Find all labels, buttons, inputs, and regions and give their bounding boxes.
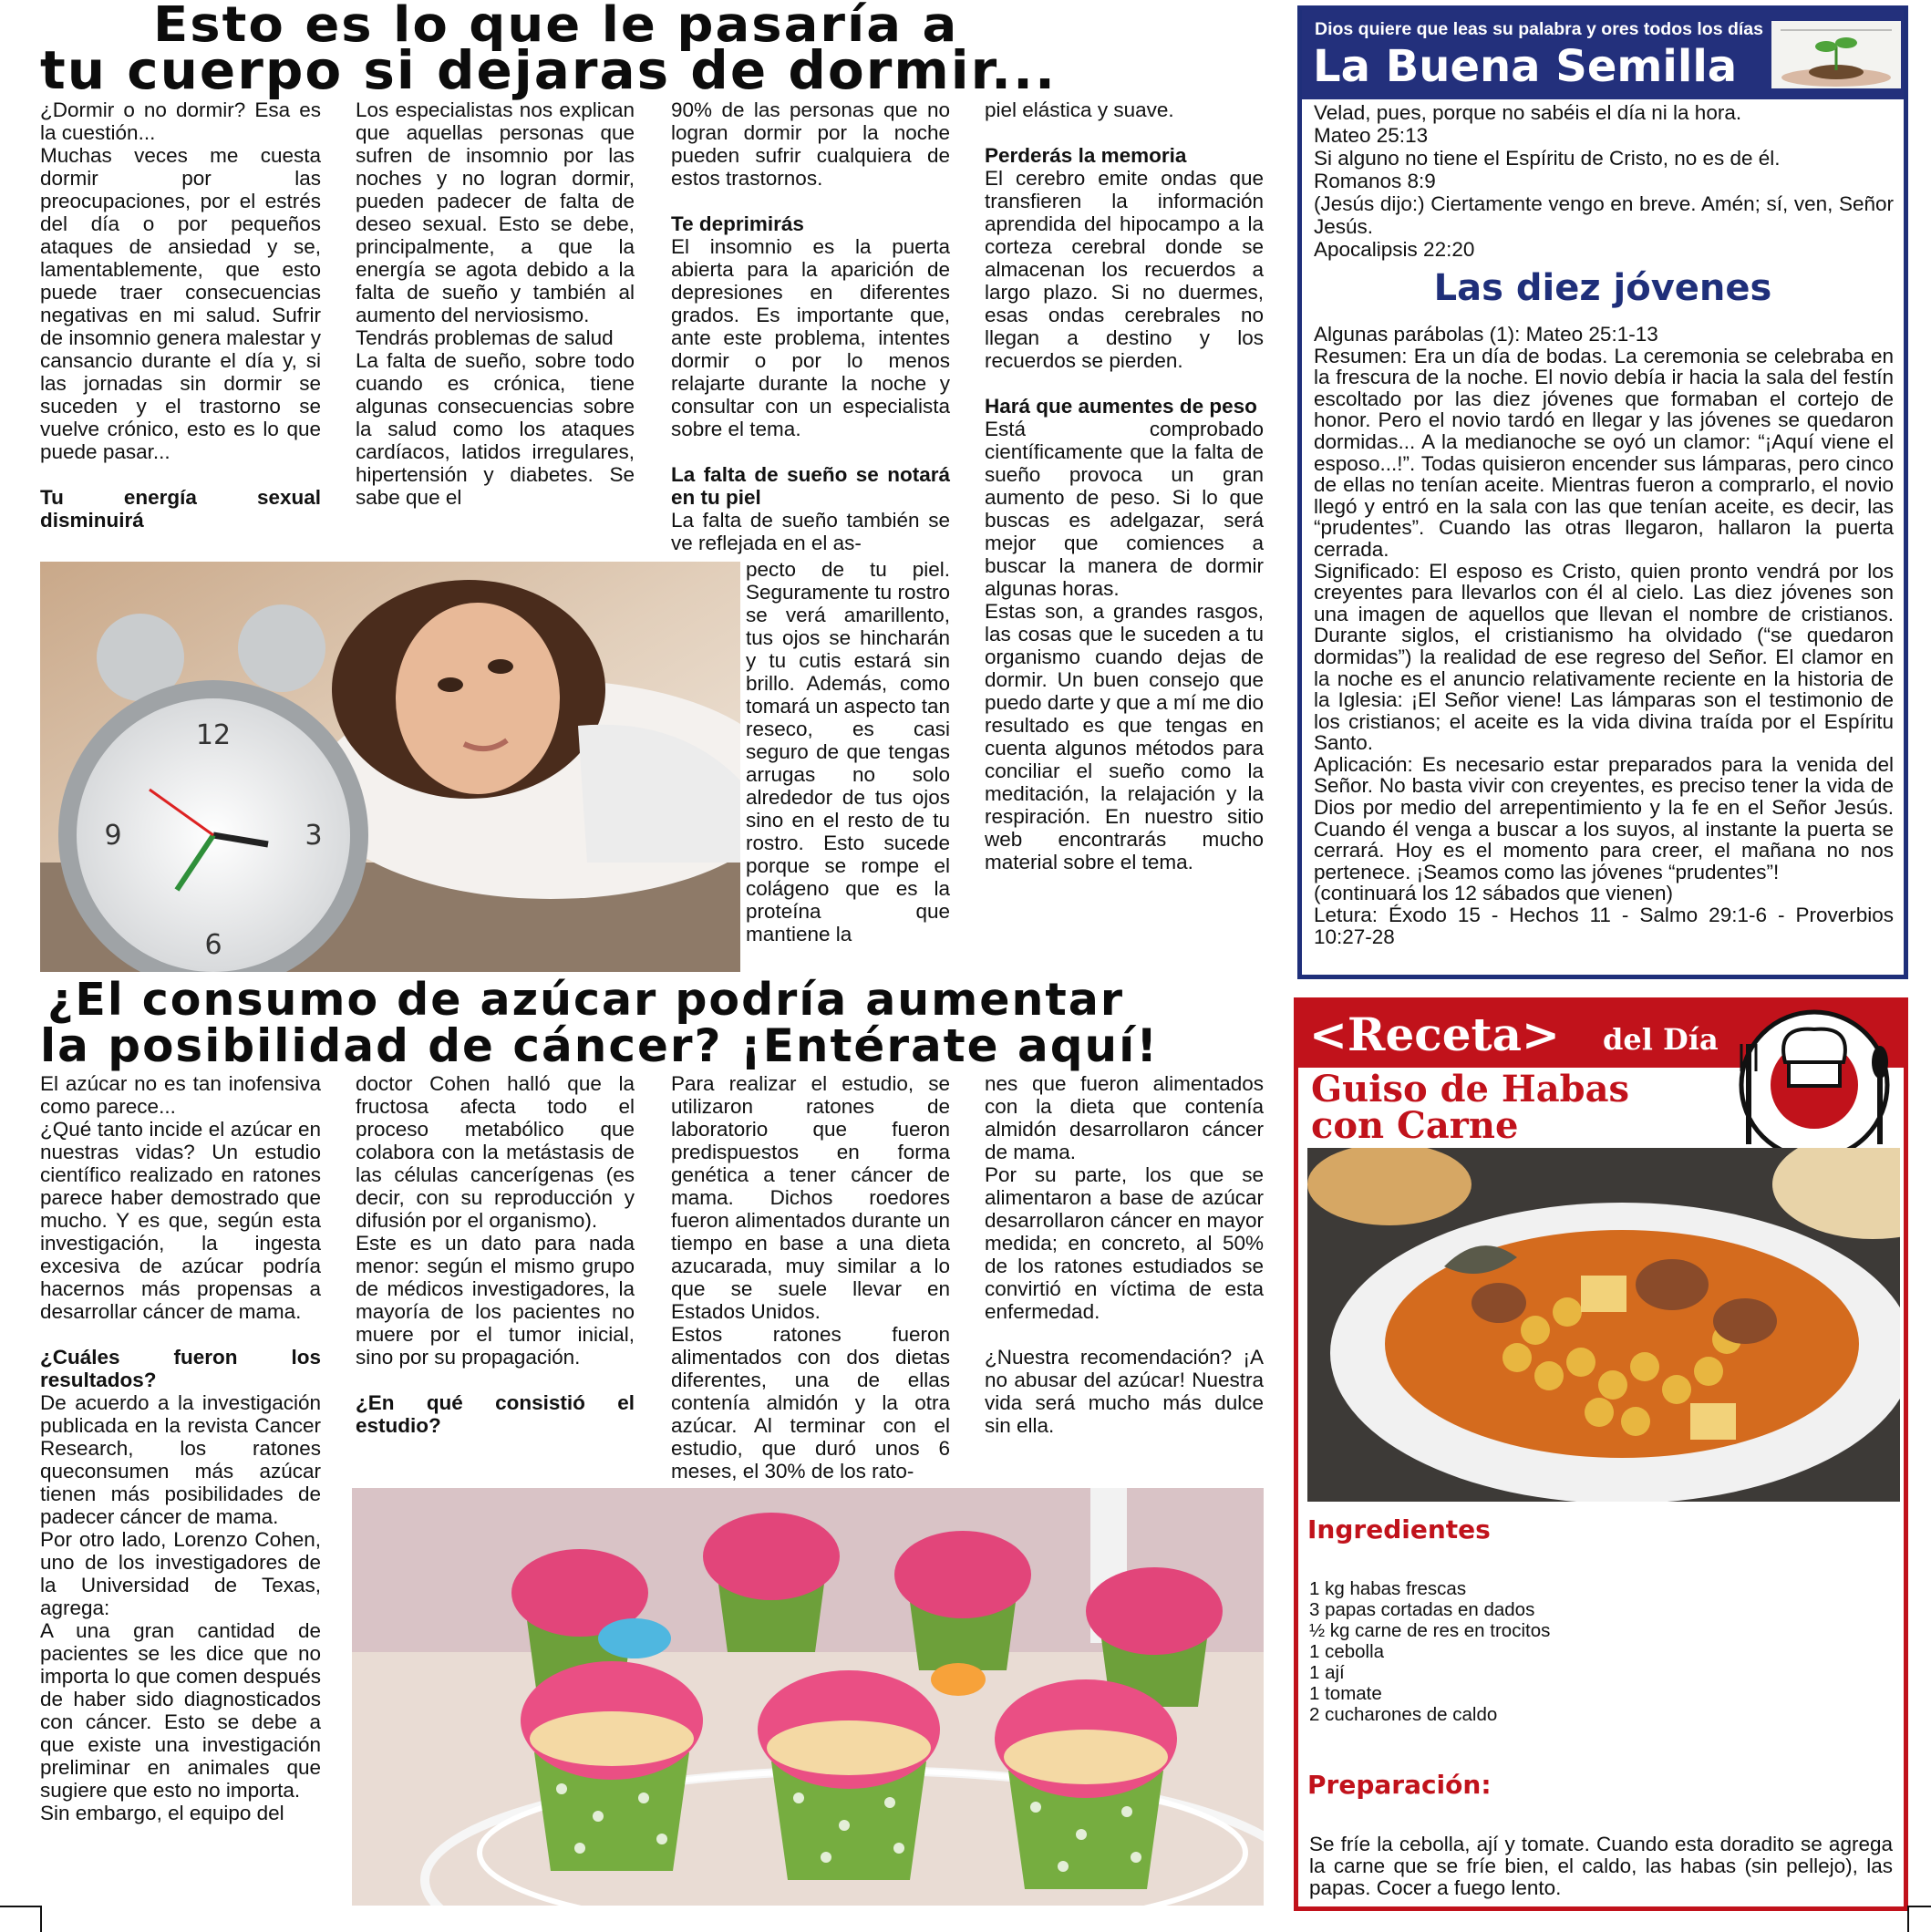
paragraph: Significado: El esposo es Cristo, quien pronto vendrá por los creyentes para llevarlos con él al cielo. Las diez jóvenes son una imagen de aquellos que llevan el nombre de cristianos. Durante siglos, el cristianismo ha olvidado (“se quedaron dormidas”) la realidad de ese regreso del Señor. El clamor en la noche es el anuncio relativamente reciente en la historia de la Iglesia: ¡El Señor viene! Las lámparas son el testimonio de los cristianos; el aceite es la vida divina traída por el Espíritu Santo.: [1314, 559, 1894, 755]
verse-text: Velad, pues, porque no sabéis el día ni la hora.: [1314, 101, 1742, 124]
semilla-verses: [1314, 101, 1894, 261]
paragraph: Por otro lado, Lorenzo Cohen, uno de los investigadores de la Universidad de Texas, agrega:: [40, 1528, 321, 1619]
buena-semilla-box: [1297, 5, 1908, 979]
article1-headline-line1: Esto es lo que le pasaría a: [153, 0, 959, 54]
paragraph: pecto de tu piel. Seguramente tu rostro se verá amarillento, tus ojos se hincharán y tu cutis estará sin brillo. Además, como tomará un aspecto tan reseco, es casi seguro de que tengas arrugas no solo alrededor de tus ojos sino en el resto de tu rostro. Esto sucede porque se rompe el colágeno que es la proteína que mantiene la: [746, 558, 950, 945]
paragraph: De acuerdo a la investigación publicada en la revista Cancer Research, los ratones queconsumen más azúcar tienen más posibilidades de padecer cáncer de mama.: [40, 1391, 321, 1528]
paragraph: El azúcar no es tan inofensiva como parece...: [40, 1072, 321, 1118]
subheading: La falta de sueño se notará en tu piel: [671, 463, 950, 509]
article2-headline-line2: la posibilidad de cáncer? ¡Entérate aquí!: [40, 1019, 1160, 1072]
paragraph: Estas son, a grandes rasgos, las cosas que le suceden a tu organismo cuando dejas de dormir. Un buen consejo que puedo darte y que a mí me dio resultado es que tengas en cuenta algunos métodos para conciliar el sueño como la meditación, la relajación y la respiración. En nuestro sitio web encontrarás mucho material sobre el tema.: [985, 600, 1264, 873]
paragraph: piel elástica y suave.: [985, 98, 1174, 121]
paragraph: 90% de las personas que no logran dormir por la noche pueden sufrir cualquiera de estos trastornos.: [671, 98, 950, 190]
crop-mark: [0, 1906, 40, 1907]
ingredient-item: 3 papas cortadas en dados: [1309, 1599, 1535, 1620]
ingredients-heading: Ingredientes: [1307, 1514, 1491, 1545]
ingredient-item: 1 cebolla: [1309, 1641, 1385, 1662]
paragraph: nes que fueron alimentados con la dieta que contenía almidón desarrollaron cáncer de mama.: [985, 1072, 1264, 1163]
crop-mark: [1909, 1906, 1931, 1907]
paragraph: Algunas parábolas (1): Mateo 25:1-13: [1314, 323, 1658, 346]
paragraph: El cerebro emite ondas que transfieren la información aprendida del hipocampo a la corteza cerebral donde se almacenan los recuerdos a largo plazo. Si no duermes, esas ondas cerebrales no llegan a destino y los recuerdos se pierden.: [985, 167, 1264, 372]
stew-photo: [1307, 1148, 1900, 1502]
semilla-title: La Buena Semilla: [1313, 41, 1738, 92]
paragraph: Los especialistas nos explican que aquellas personas que sufren de insomnio por las noches y no logran dormir, pueden padecer de falta de deseo sexual. Esto se debe, principalmente, a que la energía se agota debido a la falta de sueño y también al aumento del nerviosismo.: [356, 98, 635, 326]
svg-text:6: 6: [204, 929, 222, 961]
ingredient-item: 1 tomate: [1309, 1683, 1382, 1704]
subheading: Te deprimirás: [671, 212, 804, 235]
semilla-heading: Las diez jóvenes: [1433, 267, 1772, 309]
crop-mark: [1907, 1906, 1909, 1932]
subheading: Tu energía sexual disminuirá: [40, 486, 321, 532]
paragraph: doctor Cohen halló que la fructosa afecta todo el proceso metabólico que colabora con la metástasis de las células cancerígenas (es decir, con su reproducción y difusión por el organismo).: [356, 1072, 635, 1232]
paragraph: La falta de sueño, sobre todo cuando es crónica, tiene algunas consecuencias sobre la salud como los ataques cardíacos, latidos irregulares, hipertensión y diabetes. Se sabe que el: [356, 349, 635, 509]
ingredient-item: ½ kg carne de res en trocitos: [1309, 1620, 1551, 1641]
article1-column-3-wrap: [746, 558, 950, 945]
subheading: ¿En qué consistió el estudio?: [356, 1391, 635, 1437]
svg-text:9: 9: [104, 820, 122, 852]
ingredient-item: 2 cucharones de caldo: [1309, 1704, 1498, 1725]
article2-column-3: [671, 1072, 950, 1483]
verse-text: (Jesús dijo:) Ciertamente vengo en breve. Amén; sí, ven, Señor Jesús.: [1314, 192, 1894, 238]
verse-text: Si alguno no tiene el Espíritu de Cristo, no es de él.: [1314, 147, 1781, 170]
paragraph: El insomnio es la puerta abierta para la aparición de depresiones en diferentes grados. Es importante que, ante este problema, intentes dormir o por lo menos relajarte durante la noche y consultar con un especialista sobre el tema.: [671, 235, 950, 440]
paragraph: Está comprobado científicamente que la falta de sueño provoca un gran aumento de peso. Si lo que buscas es adelgazar, será mejor que comiences a buscar la manera de dormir algunas horas.: [985, 418, 1264, 600]
paragraph: Sin embargo, el equipo del: [40, 1802, 284, 1824]
receta-label-sub: del Día: [1603, 1022, 1719, 1057]
verse-reference: Mateo 25:13: [1314, 124, 1429, 147]
preparation-heading: Preparación:: [1307, 1770, 1492, 1800]
ingredient-item: 1 kg habas frescas: [1309, 1578, 1467, 1599]
insomnia-illustration: [40, 562, 740, 972]
article2-column-4: [985, 1072, 1264, 1437]
paragraph: Para realizar el estudio, se utilizaron ratones de laboratorio que fueron predispuestos en forma genética a tener cáncer de mama. Dichos roedores fueron alimentados durante un tiempo en base a una dieta azucarada, muy similar a lo que se suele llevar en Estados Unidos.: [671, 1072, 950, 1323]
semilla-header: [1302, 10, 1904, 99]
paragraph: ¿Qué tanto incide el azúcar en nuestras vidas? Un estudio científico realizado en ratones parece haber demostrado que mucho. Y es que, según esta investigación, la ingesta excesiva de azúcar podría hacernos más propensas a desarrollar cáncer de mama.: [40, 1118, 321, 1323]
subheading: Hará que aumentes de peso: [985, 395, 1257, 418]
article1-column-3: [671, 98, 950, 554]
paragraph: La falta de sueño también se ve reflejada en el as-: [671, 509, 950, 554]
insomnia-photo: [40, 562, 740, 972]
ingredients-list: [1309, 1578, 1893, 1725]
article1-column-2: [356, 98, 635, 509]
paragraph: ¿Nuestra recomendación? ¡A no abusar del azúcar! Nuestra vida será mucho más dulce sin ella.: [985, 1346, 1264, 1437]
subheading: ¿Cuáles fueron los resultados?: [40, 1346, 321, 1391]
cupcakes-illustration: [352, 1488, 1264, 1906]
paragraph: Letura: Éxodo 15 - Hechos 11 - Salmo 29:1-6 - Proverbios 10:27-28: [1314, 904, 1894, 948]
dish-title-line2: con Carne: [1311, 1104, 1519, 1147]
paragraph: Estos ratones fueron alimentados con dos dietas diferentes, una de ellas contenía almidón y la otra azúcar. Al terminar con el estudio, que duró unos 6 meses, el 30% de los rato-: [671, 1323, 950, 1483]
verse-reference: Romanos 8:9: [1314, 170, 1436, 192]
svg-text:12: 12: [195, 719, 232, 751]
paragraph: Este es un dato para nada menor: según el mismo grupo de médicos investigadores, la mayoría de los pacientes no muere por el tumor inicial, sino por su propagación.: [356, 1232, 635, 1369]
paragraph: Muchas veces me cuesta dormir por las preocupaciones, por el estrés del día o por pequeños ataques de ansiedad y se, lamentablemente, que esto puede traer consecuencias negativas en mi salud. Sufrir de insomnio genera malestar y cansancio durante el día y, si las jornadas sin dormir se suceden y el trastorno se vuelve crónico, esto es lo que puede pasar...: [40, 144, 321, 463]
seedling-icon: [1771, 21, 1901, 88]
cupcakes-photo: [352, 1488, 1264, 1906]
article1-headline-line2: tu cuerpo si dejaras de dormir...: [40, 39, 1058, 101]
ingredient-item: 1 ají: [1309, 1662, 1345, 1683]
paragraph: Tendrás problemas de salud: [356, 326, 614, 349]
paragraph: A una gran cantidad de pacientes se les dice que no importa lo que comen después de haber sido diagnosticados con cáncer. Esto se debe a que existe una investigación preliminar en animales que sugiere que esto no importa.: [40, 1619, 321, 1802]
semilla-tagline: Dios quiere que leas su palabra y ores todos los días: [1315, 19, 1763, 39]
receta-box: [1294, 997, 1908, 1911]
preparation-text: Se fríe la cebolla, ají y tomate. Cuando esta doradito se agrega la carne que se fríe bien, el caldo, las habas (sin pellejo), las papas. Cocer a fuego lento.: [1309, 1833, 1893, 1899]
article2-column-1: [40, 1072, 321, 1824]
paragraph: Aplicación: Es necesario estar preparados para la venida del Señor. No basta vivir con creyentes, es preciso tener la vida de Dios por medio del arrepentimiento y la fe en el Señor Jesús. Cuando él venga a buscar a los suyos, al instante la puerta se cerrará. Hoy es el momento para creer, el mañana no nos pertenece. ¡Seamos como las jóvenes “prudentes”!: [1314, 752, 1894, 883]
article1-column-1: [40, 98, 321, 532]
receta-label: <Receta>: [1309, 1007, 1560, 1061]
subheading: Perderás la memoria: [985, 144, 1187, 167]
paragraph: Por su parte, los que se alimentaron a base de azúcar desarrollaron cáncer en mayor medida; en concreto, al 50% de los ratones estudiados se convirtió en víctima de esta enfermedad.: [985, 1163, 1264, 1323]
paragraph: (continuará los 12 sábados que vienen): [1314, 882, 1674, 905]
verse-reference: Apocalipsis 22:20: [1314, 238, 1475, 261]
article2-column-2: [356, 1072, 635, 1437]
svg-text:3: 3: [305, 820, 323, 852]
chef-hat-icon: [1727, 1007, 1902, 1162]
article2-headline-line1: ¿El consumo de azúcar podría aumentar: [47, 974, 1125, 1026]
crop-mark: [40, 1906, 42, 1932]
semilla-body: [1314, 324, 1894, 947]
paragraph: Resumen: Era un día de bodas. La ceremonia se celebraba en la frescura de la noche. El novio debía ir hacia la sala del festín escoltado por las diez jóvenes que formaban el cortejo de honor. Pero el novio tardó en llegar y las jóvenes se quedaron dormidas... A la medianoche se oyó un clamor: “¡Aquí viene el esposo...!”. Todas quisieron encender sus lámparas, pero cinco de ellas no tenían aceite. Mientras fueron a comprarlo, el novio llegó y entró en la sala con las que tenían aceite, es decir, las “prudentes”. Cuando las otras llegaron, hallaron la puerta cerrada.: [1314, 344, 1894, 561]
paragraph: ¿Dormir o no dormir? Esa es la cuestión...: [40, 98, 321, 144]
article1-column-4: [985, 98, 1264, 873]
dish-title-line1: Guiso de Habas: [1311, 1068, 1630, 1111]
